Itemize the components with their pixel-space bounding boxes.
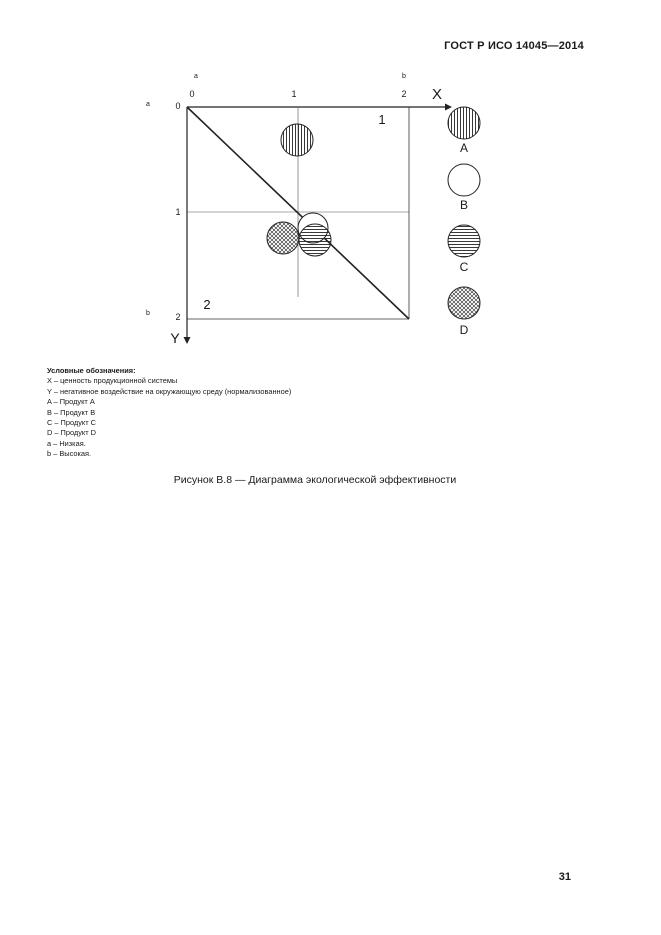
x-end-label-a: a [194, 73, 198, 80]
product-d-marker [267, 222, 299, 254]
y-axis-arrow [184, 337, 191, 344]
region-label-2: 2 [203, 297, 211, 312]
key-b-label: B [459, 198, 469, 212]
x-tick-0: 0 [189, 89, 195, 99]
region-label-1: 1 [378, 112, 386, 127]
y-tick-0: 0 [175, 101, 181, 111]
y-end-label-b: b [146, 310, 150, 317]
legend-item: C – Продукт C [47, 418, 97, 428]
legend-item: Y – негативное воздействие на окружающую среду (нормализованное) [47, 386, 292, 396]
y-tick-2: 2 [175, 312, 181, 322]
key-c-label: C [459, 260, 469, 274]
legend-item: A – Продукт A [47, 397, 95, 407]
document-header: ГОСТ Р ИСО 14045—2014 [444, 40, 584, 52]
legend-item: B – Продукт B [47, 407, 96, 417]
legend-title: Условные обозначения: [47, 366, 136, 375]
key-d-circle [448, 287, 480, 319]
product-c-marker [299, 224, 331, 256]
legend-item: a – Низкая. [47, 438, 86, 448]
x-axis-arrow [445, 104, 452, 111]
x-tick-2: 2 [401, 89, 407, 99]
key-c-circle [448, 225, 480, 257]
x-tick-1: 1 [291, 89, 297, 99]
y-end-label-a: a [146, 101, 150, 108]
legend-item: X – ценность продукционной системы [47, 376, 178, 386]
key-d-label: D [459, 323, 469, 337]
x-end-label-b: b [402, 73, 406, 80]
eco-efficiency-diagram [0, 0, 661, 360]
figure-caption: Рисунок В.8 — Диаграмма экологической эффективности [173, 474, 457, 486]
legend-item: D – Продукт D [47, 428, 97, 438]
figure-legend [47, 366, 291, 460]
page-number: 31 [558, 871, 571, 883]
y-axis-letter: Y [170, 330, 180, 346]
y-tick-1: 1 [175, 207, 181, 217]
key-a-label: A [459, 141, 469, 155]
key-a-circle [448, 107, 480, 139]
key-b-circle [448, 164, 480, 196]
product-a-marker [281, 124, 313, 156]
legend-item: b – Высокая. [47, 449, 92, 459]
x-axis-letter: X [431, 86, 443, 103]
